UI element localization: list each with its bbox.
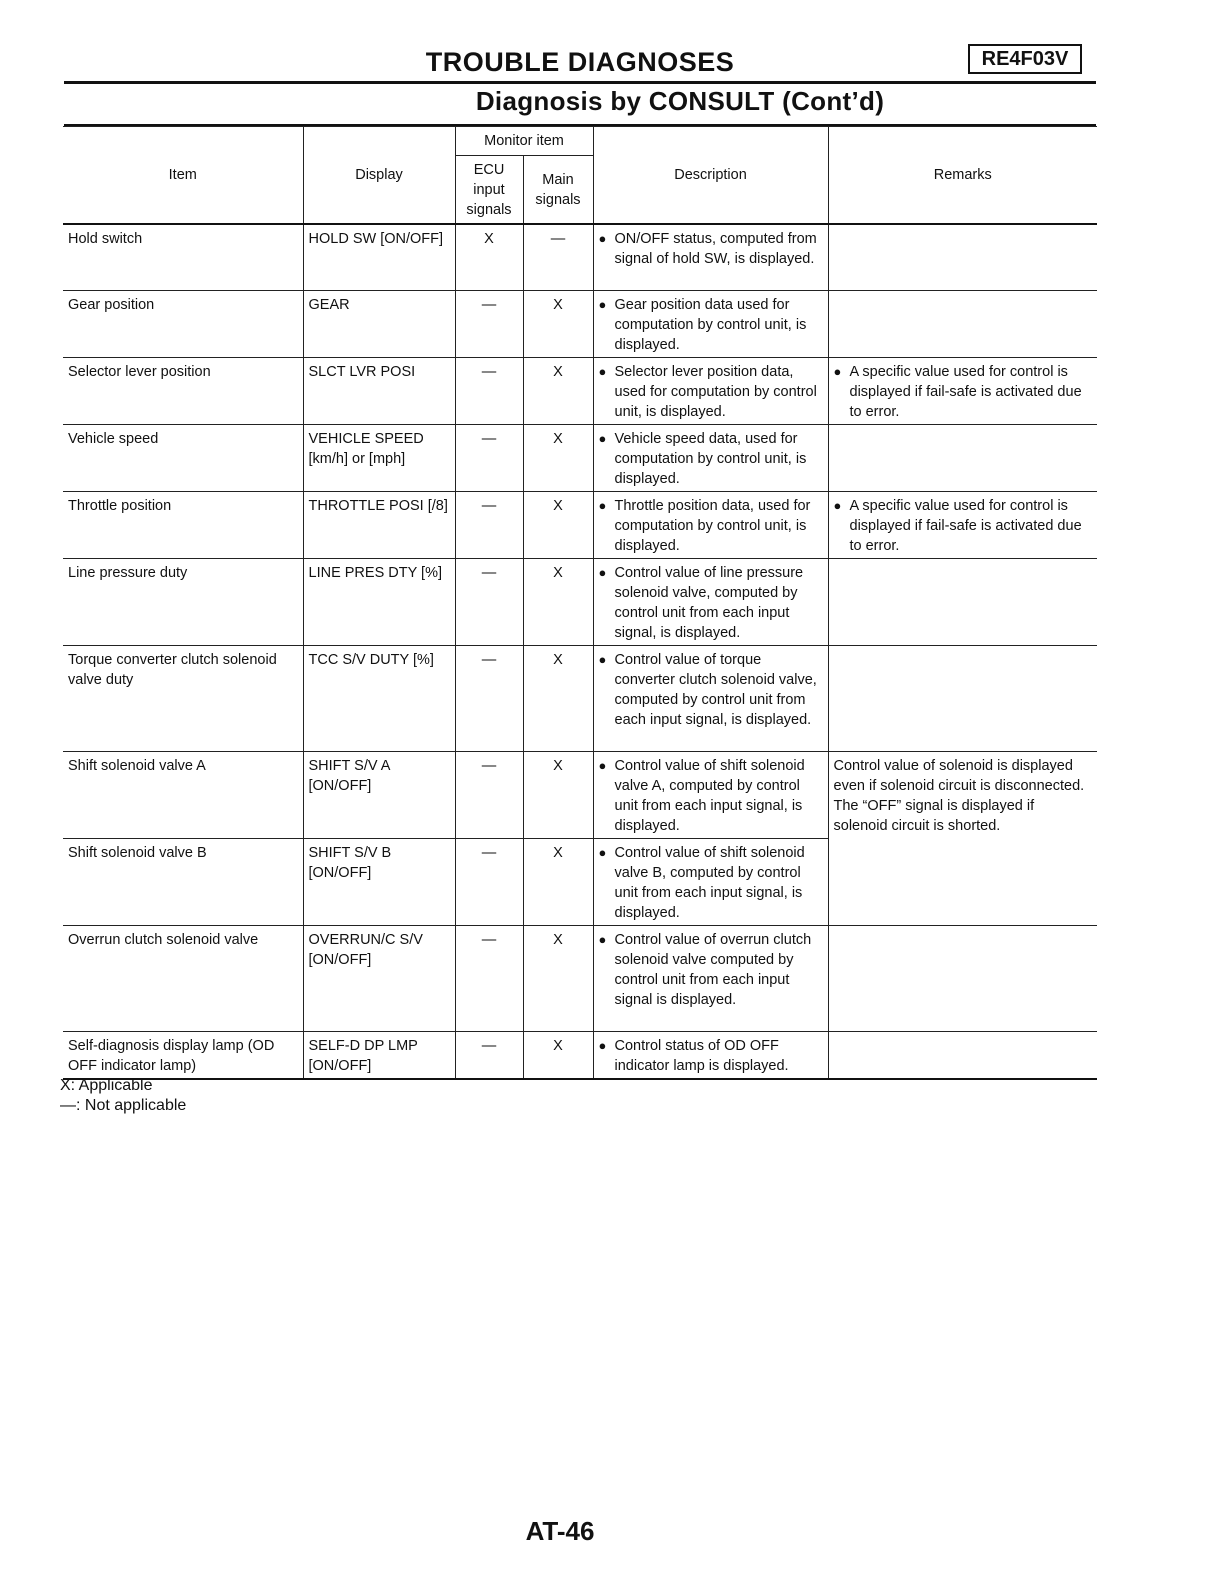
cell-item: Hold switch — [63, 224, 303, 290]
cell-display: THROTTLE POSI [/8] — [303, 491, 455, 558]
bullet-icon: ● — [598, 564, 607, 580]
bullet-icon: ● — [598, 231, 607, 246]
cell-item: Shift solenoid valve B — [63, 838, 303, 925]
table-row — [63, 424, 1097, 491]
cell-ecu-input: — — [455, 645, 523, 751]
cell-ecu-input: — — [455, 491, 523, 558]
bullet-icon: ● — [833, 363, 842, 379]
cell-ecu-input: — — [455, 1031, 523, 1079]
table-row — [63, 491, 1097, 558]
cell-description: ● Control value of torque converter clutch solenoid valve, computed by control unit from each input signal, is displayed. — [593, 645, 828, 751]
cell-main-signal: X — [523, 1031, 593, 1079]
cell-item: Throttle position — [63, 491, 303, 558]
bullet-icon: ● — [598, 430, 607, 446]
cell-description: ● Control value of line pressure solenoid valve, computed by control unit from each input signal, is displayed. — [593, 558, 828, 645]
cell-main-signal: X — [523, 645, 593, 751]
cell-remarks — [828, 1031, 1097, 1079]
cell-item: Self-diagnosis display lamp (OD OFF indicator lamp) — [63, 1031, 303, 1079]
cell-main-signal: X — [523, 491, 593, 558]
cell-main-signal: X — [523, 558, 593, 645]
cell-remarks — [828, 290, 1097, 357]
cell-remarks — [828, 424, 1097, 491]
cell-display: LINE PRES DTY [%] — [303, 558, 455, 645]
cell-item: Torque converter clutch solenoid valve duty — [63, 645, 303, 751]
header-main-signals: Main signals — [523, 156, 593, 224]
cell-remarks: ● A specific value used for control is displayed if fail-safe is activated due to error. — [828, 357, 1097, 424]
cell-main-signal: X — [523, 925, 593, 1031]
cell-remarks — [828, 645, 1097, 751]
cell-description: ● Throttle position data, used for computation by control unit, is displayed. — [593, 491, 828, 558]
bullet-icon: ● — [598, 1037, 607, 1053]
legend-not-applicable: —: Not applicable — [60, 1097, 187, 1114]
bullet-icon: ● — [598, 296, 607, 312]
page-subtitle: Diagnosis by CONSULT (Cont’d) — [475, 86, 885, 116]
bullet-icon: ● — [598, 651, 607, 667]
cell-main-signal: X — [523, 357, 593, 424]
cell-display: SELF-D DP LMP [ON/OFF] — [303, 1031, 455, 1079]
table-row — [63, 751, 1097, 838]
cell-description: ● Selector lever position data, used for computation by control unit, is displayed. — [593, 357, 828, 424]
bullet-icon: ● — [598, 497, 607, 513]
header-display: Display — [303, 127, 455, 225]
header-item: Item — [63, 127, 303, 225]
cell-item: Line pressure duty — [63, 558, 303, 645]
cell-remarks: ● A specific value used for control is displayed if fail-safe is activated due to error. — [828, 491, 1097, 558]
cell-item: Vehicle speed — [63, 424, 303, 491]
page-number: AT-46 — [525, 1516, 595, 1546]
cell-main-signal: X — [523, 424, 593, 491]
cell-main-signal: X — [523, 290, 593, 357]
cell-display: HOLD SW [ON/OFF] — [303, 224, 455, 290]
cell-description: ● Control value of overrun clutch solenoid valve computed by control unit from each input signal is displayed. — [593, 925, 828, 1031]
cell-description: ● Gear position data used for computation by control unit, is displayed. — [593, 290, 828, 357]
cell-main-signal: — — [523, 224, 593, 290]
cell-display: SHIFT S/V A [ON/OFF] — [303, 751, 455, 838]
cell-item: Overrun clutch solenoid valve — [63, 925, 303, 1031]
cell-item: Selector lever position — [63, 357, 303, 424]
header-monitor-item: Monitor item — [455, 127, 593, 156]
cell-remarks — [828, 224, 1097, 290]
cell-ecu-input: — — [455, 424, 523, 491]
cell-ecu-input: — — [455, 357, 523, 424]
cell-ecu-input: — — [455, 838, 523, 925]
cell-description: ● Control value of shift solenoid valve A, computed by control unit from each input signal, is displayed. — [593, 751, 828, 838]
cell-display: TCC S/V DUTY [%] — [303, 645, 455, 751]
cell-description: ● Control status of OD OFF indicator lamp is displayed. — [593, 1031, 828, 1079]
table-row — [63, 224, 1097, 290]
cell-remarks-shift-solenoid: Control value of solenoid is displayed even if solenoid circuit is disconnected. The “OFF” signal is displayed if solenoid circuit is shorted. — [828, 751, 1097, 925]
table-row — [63, 645, 1097, 751]
cell-description: ● ON/OFF status, computed from signal of hold SW, is displayed. — [593, 224, 828, 290]
table-row — [63, 558, 1097, 645]
legend-applicable: X: Applicable — [60, 1077, 153, 1094]
bullet-icon: ● — [833, 497, 842, 513]
table-row — [63, 290, 1097, 357]
cell-remarks — [828, 925, 1097, 1031]
cell-display: SHIFT S/V B [ON/OFF] — [303, 838, 455, 925]
page-title: TROUBLE DIAGNOSES — [425, 47, 735, 77]
cell-item: Shift solenoid valve A — [63, 751, 303, 838]
model-code-badge: RE4F03V — [968, 44, 1082, 74]
header-ecu-input-signals: ECU input signals — [455, 156, 523, 224]
cell-remarks — [828, 558, 1097, 645]
bullet-icon: ● — [598, 363, 607, 379]
title-rule — [64, 81, 1096, 84]
cell-ecu-input: — — [455, 751, 523, 838]
header-description: Description — [593, 127, 828, 225]
table-row — [63, 925, 1097, 1031]
cell-display: VEHICLE SPEED [km/h] or [mph] — [303, 424, 455, 491]
cell-description: ● Control value of shift solenoid valve B, computed by control unit from each input signal, is displayed. — [593, 838, 828, 925]
cell-ecu-input: — — [455, 558, 523, 645]
cell-item: Gear position — [63, 290, 303, 357]
consult-diagnosis-table — [63, 126, 1097, 1080]
table-row — [63, 357, 1097, 424]
bullet-icon: ● — [598, 757, 607, 773]
cell-display: OVERRUN/C S/V [ON/OFF] — [303, 925, 455, 1031]
table-row — [63, 1031, 1097, 1079]
legend — [60, 1076, 186, 1116]
cell-main-signal: X — [523, 751, 593, 838]
bullet-icon: ● — [598, 931, 607, 947]
cell-display: GEAR — [303, 290, 455, 357]
cell-display: SLCT LVR POSI — [303, 357, 455, 424]
header-remarks: Remarks — [828, 127, 1097, 225]
cell-description: ● Vehicle speed data, used for computation by control unit, is displayed. — [593, 424, 828, 491]
cell-main-signal: X — [523, 838, 593, 925]
cell-ecu-input: X — [455, 224, 523, 290]
cell-ecu-input: — — [455, 925, 523, 1031]
cell-ecu-input: — — [455, 290, 523, 357]
bullet-icon: ● — [598, 844, 607, 860]
